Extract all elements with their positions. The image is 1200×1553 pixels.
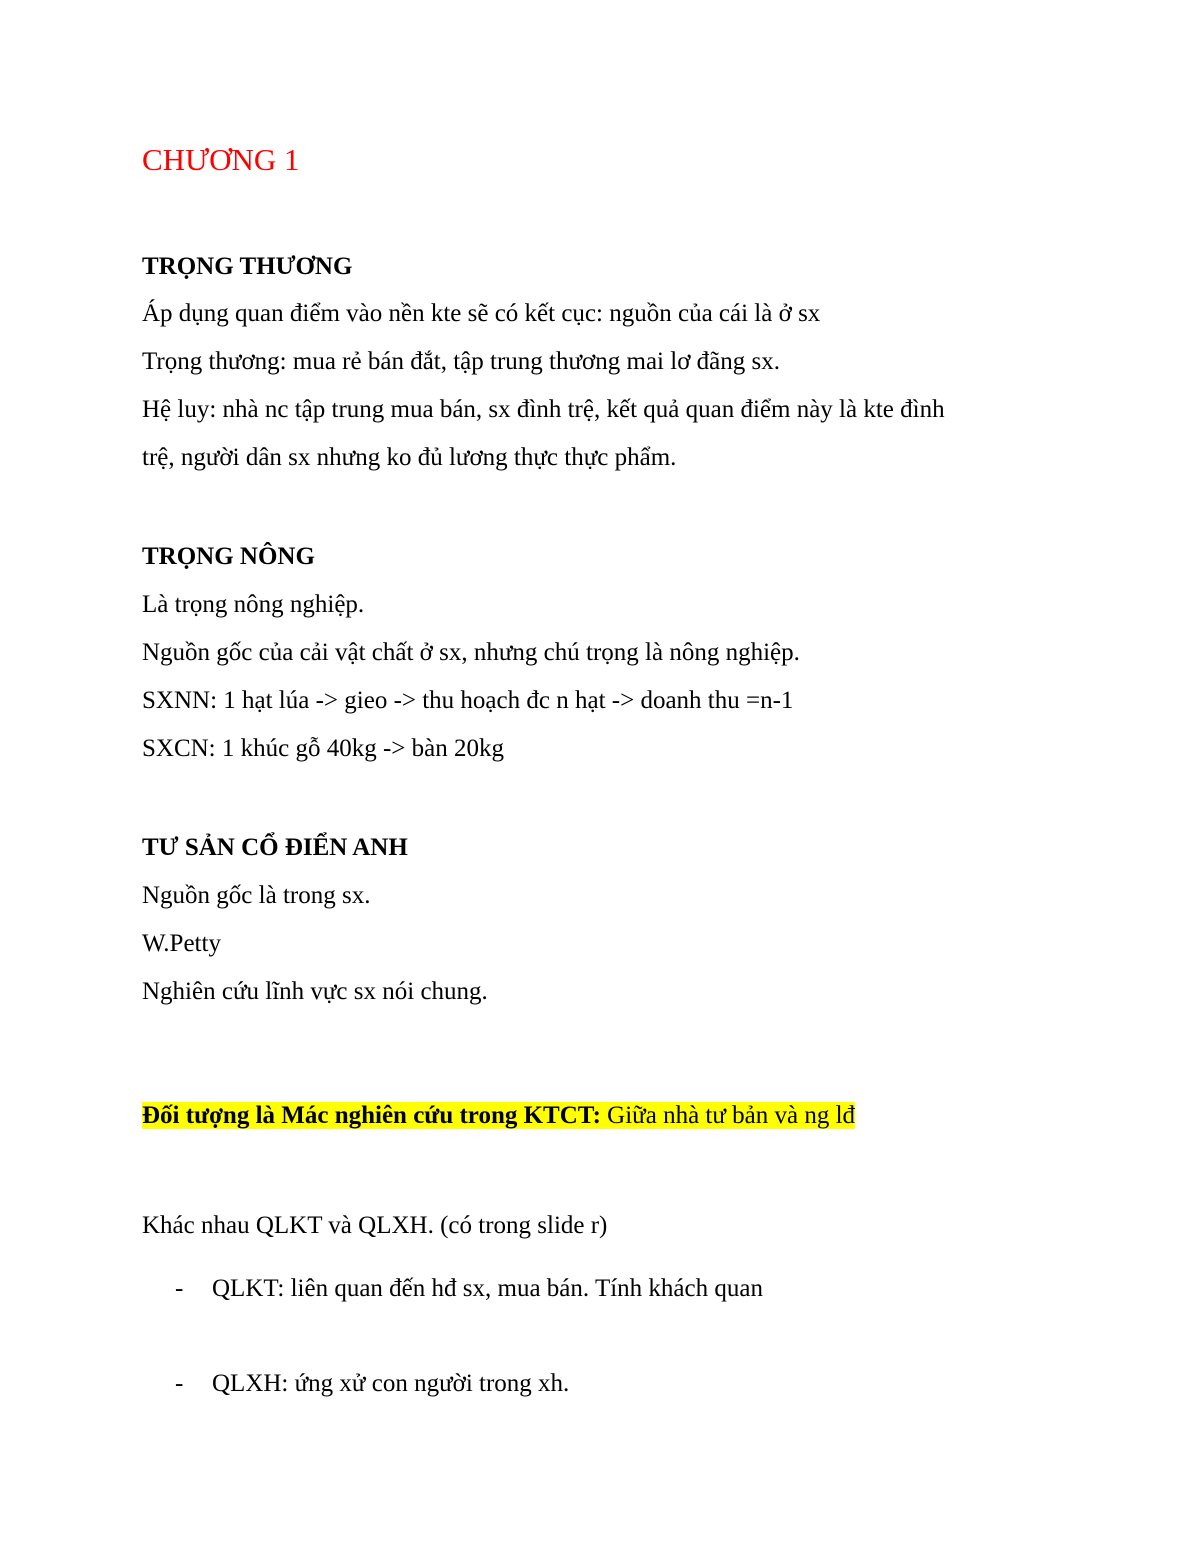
bullet-item-qlkt: QLKT: liên quan đến hđ sx, mua bán. Tính khách quan (212, 1275, 763, 1302)
section-heading-trong-thuong: TRỌNG THƯƠNG (142, 253, 353, 280)
highlighted-statement-bold: Đối tượng là Mác nghiên cứu trong KTCT: (142, 1102, 601, 1129)
paragraph-line: Trọng thương: mua rẻ bán đắt, tập trung thương mai lơ đãng sx. (142, 348, 780, 375)
paragraph-line: Nghiên cứu lĩnh vực sx nói chung. (142, 978, 488, 1005)
paragraph-line: SXCN: 1 khúc gỗ 40kg -> bàn 20kg (142, 735, 504, 762)
paragraph-line: Áp dụng quan điểm vào nền kte sẽ có kết cục: nguồn của cái là ở sx (142, 300, 821, 327)
paragraph-line: Nguồn gốc là trong sx. (142, 882, 371, 909)
compare-line: Khác nhau QLKT và QLXH. (có trong slide r) (142, 1212, 608, 1239)
bullet-marker: - (175, 1275, 184, 1302)
bullet-item-qlxh: QLXH: ứng xử con người trong xh. (212, 1370, 570, 1397)
paragraph-line: Là trọng nông nghiệp. (142, 591, 365, 618)
section-heading-tu-san-co-dien-anh: TƯ SẢN CỔ ĐIỂN ANH (142, 834, 408, 861)
paragraph-line: W.Petty (142, 930, 221, 957)
paragraph-line: SXNN: 1 hạt lúa -> gieo -> thu hoạch đc n hạt -> doanh thu =n-1 (142, 687, 794, 714)
bullet-marker: - (175, 1370, 184, 1397)
paragraph-line: Nguồn gốc của cải vật chất ở sx, nhưng chú trọng là nông nghiệp. (142, 639, 800, 666)
highlighted-statement-normal: Giữa nhà tư bản và ng lđ (600, 1102, 856, 1129)
section-heading-trong-nong: TRỌNG NÔNG (142, 543, 315, 570)
highlighted-statement (142, 1100, 855, 1132)
paragraph-line: Hệ luy: nhà nc tập trung mua bán, sx đình trệ, kết quả quan điểm này là kte đình (142, 396, 945, 423)
paragraph-line: trệ, người dân sx nhưng ko đủ lương thực thực phẩm. (142, 444, 677, 471)
chapter-title: CHƯƠNG 1 (142, 142, 300, 177)
